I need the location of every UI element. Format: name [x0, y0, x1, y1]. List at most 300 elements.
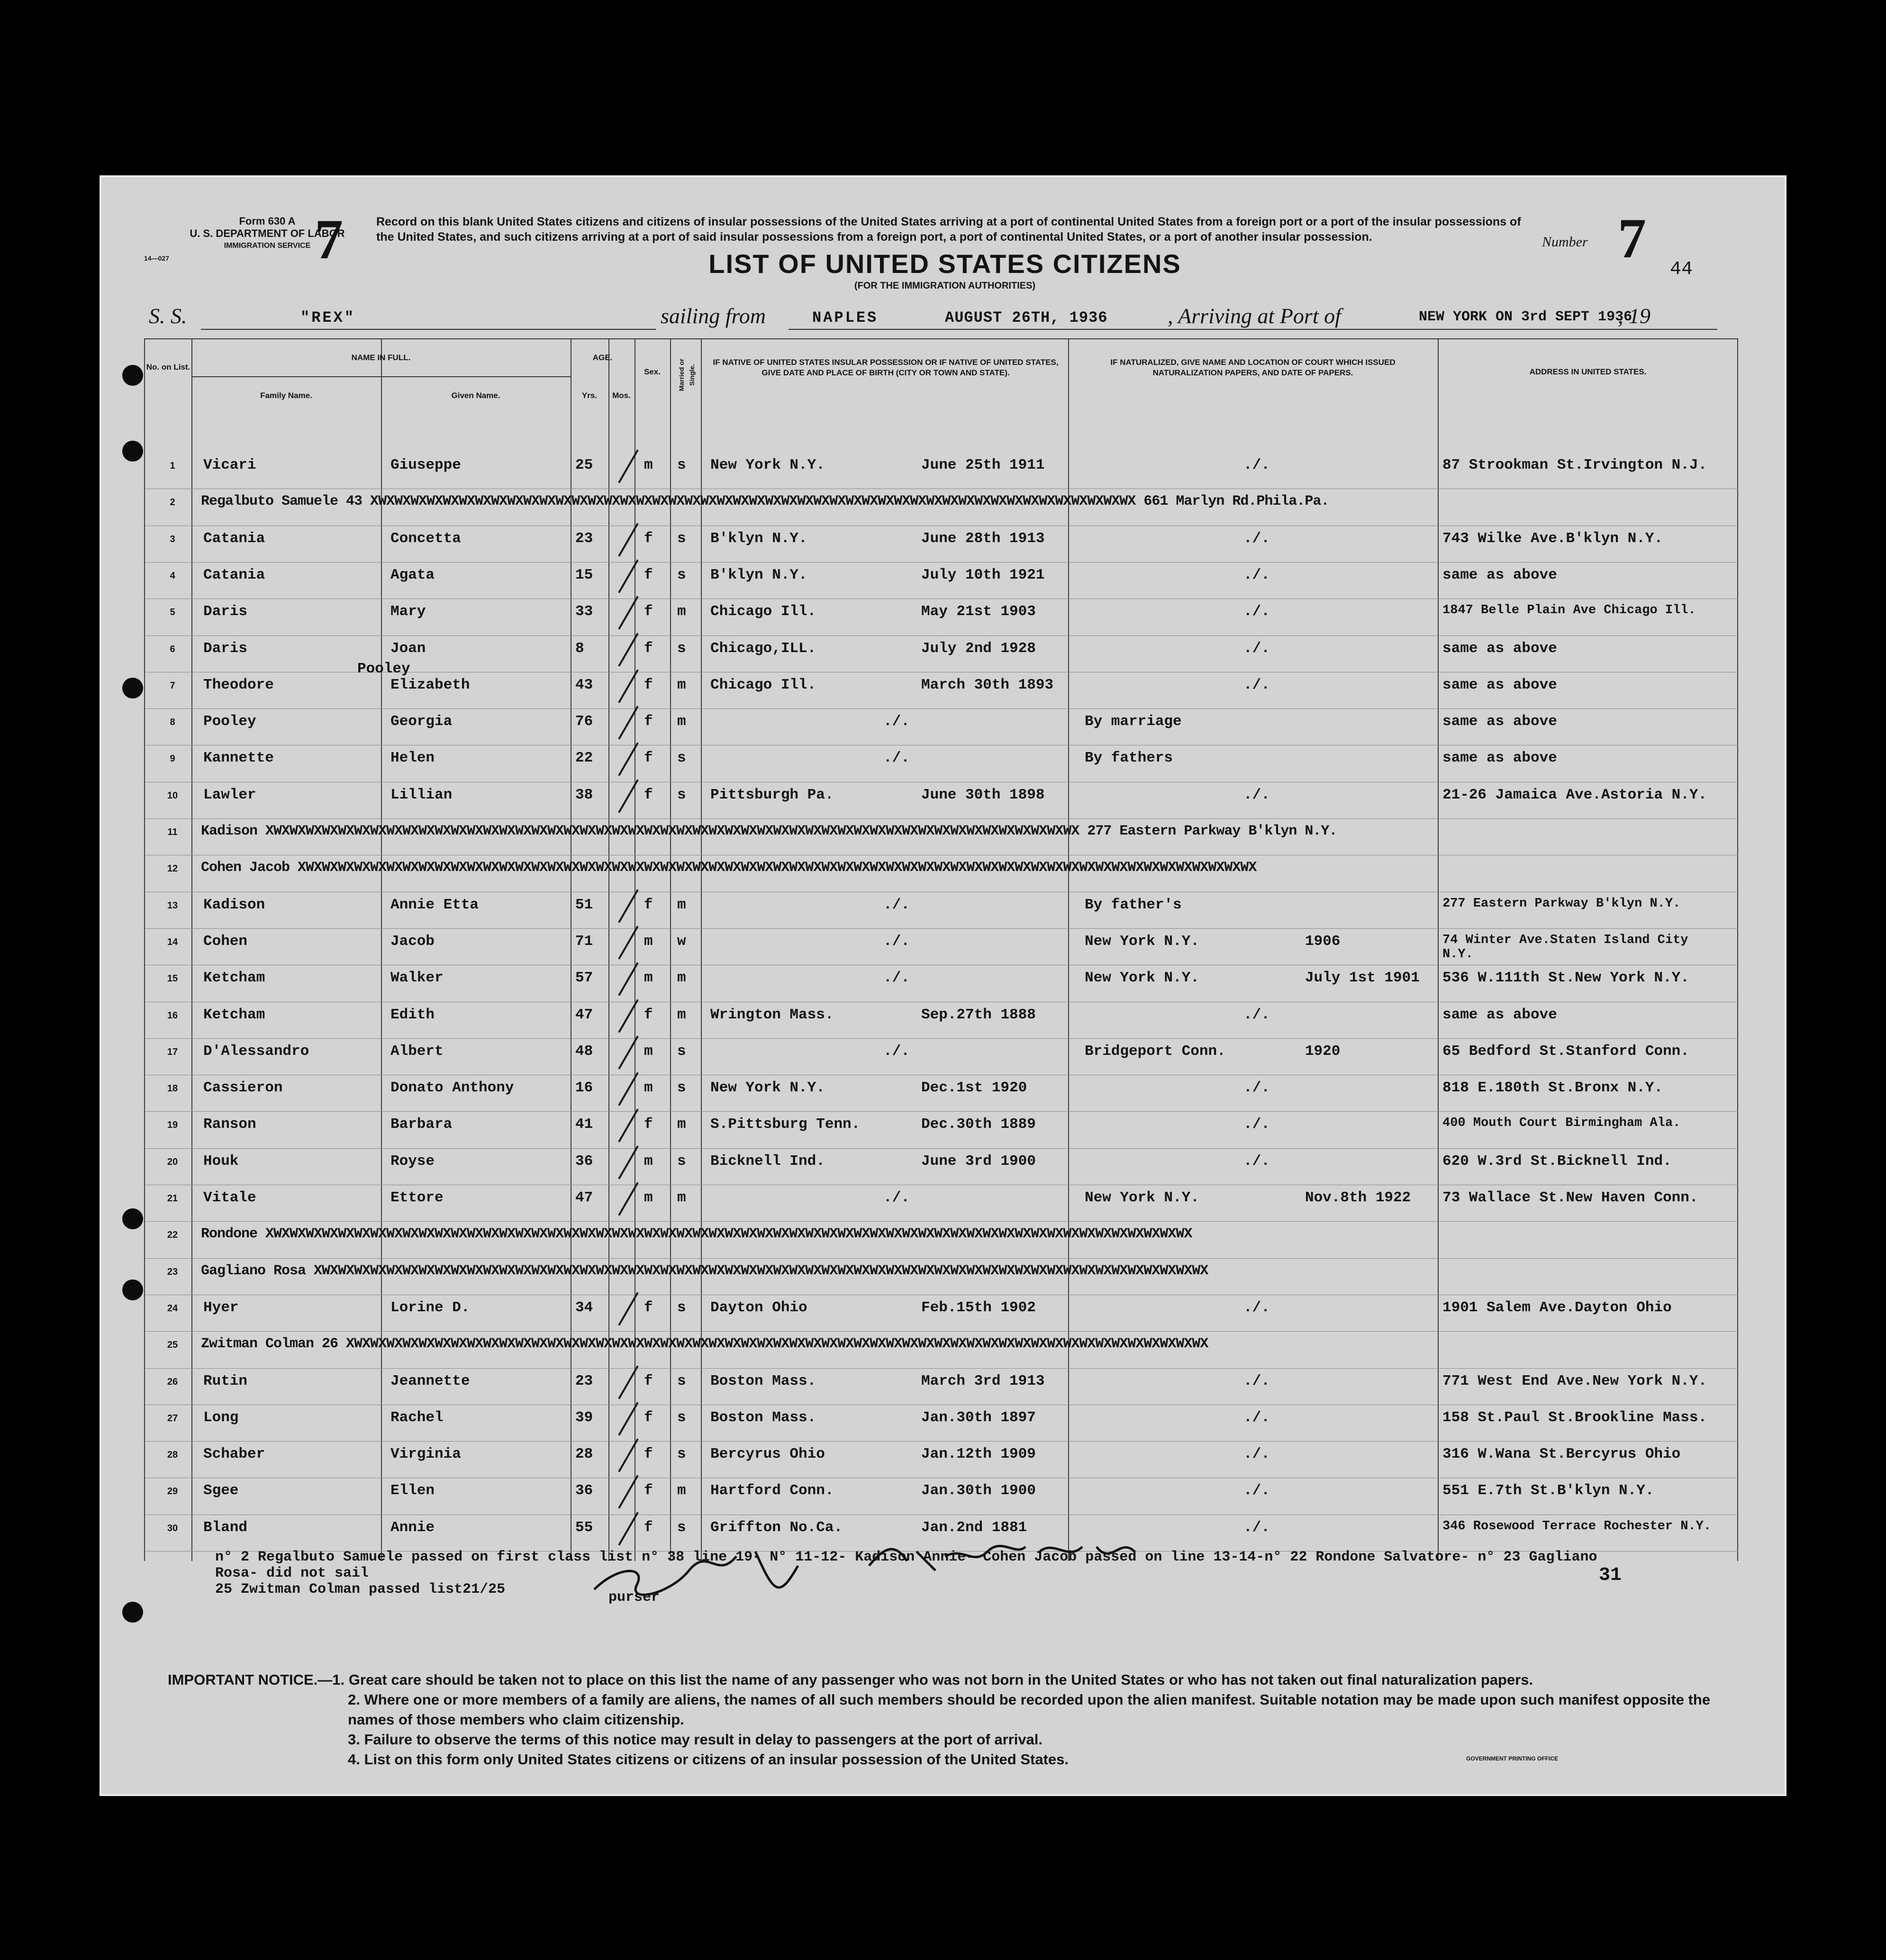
sex: f	[644, 786, 653, 803]
naturalization-court: By marriage	[1085, 713, 1182, 730]
address: same as above	[1442, 640, 1557, 657]
marital-status: s	[677, 1372, 686, 1389]
family-name: Rutin	[203, 1372, 248, 1389]
column-rule	[701, 338, 702, 1561]
sex: f	[644, 896, 653, 913]
page-number: 44	[1670, 259, 1693, 280]
marital-status: s	[677, 530, 686, 547]
row-number: 26	[167, 1376, 178, 1387]
birth-place: Boston Mass.	[710, 1372, 816, 1389]
address: same as above	[1442, 676, 1557, 693]
family-name: Catania	[203, 530, 265, 547]
marital-status: m	[677, 1116, 686, 1133]
header-married-single: Married or Single.	[678, 358, 696, 391]
column-rule	[1438, 338, 1439, 1561]
sex: m	[644, 933, 653, 950]
marital-status: m	[677, 713, 686, 730]
family-name: Ranson	[203, 1116, 256, 1133]
family-name: Vicari	[203, 457, 256, 473]
family-name: Sgee	[203, 1482, 239, 1499]
address: 620 W.3rd St.Bicknell Ind.	[1442, 1152, 1672, 1170]
address: 74 Winter Ave.Staten Island City	[1442, 933, 1688, 947]
row-rule	[145, 1221, 1738, 1222]
naturalization-court: By father's	[1085, 896, 1182, 913]
row-number: 4	[170, 570, 175, 581]
family-name: Cohen	[203, 933, 248, 950]
row-rule	[145, 1331, 1738, 1332]
punch-hole	[122, 1602, 143, 1623]
sex: f	[644, 1482, 653, 1499]
ship-fill-line	[201, 329, 656, 330]
marital-status: s	[677, 1409, 686, 1426]
birth-place: Boston Mass.	[710, 1409, 816, 1426]
address: 21-26 Jamaica Ave.Astoria N.Y.	[1442, 786, 1707, 803]
marital-status: m	[677, 676, 686, 693]
address: 346 Rosewood Terrace Rochester N.Y.	[1442, 1519, 1712, 1534]
row-number: 20	[167, 1156, 178, 1167]
family-name: Kadison	[203, 896, 265, 913]
row-number: 11	[167, 827, 178, 837]
age-years: 16	[575, 1080, 593, 1097]
given-name: Agata	[390, 566, 435, 583]
row-number: 7	[170, 680, 175, 691]
notice-item-3: 3. Failure to observe the terms of this notice may result in delay to passengers at the port of arrival.	[348, 1731, 1043, 1748]
birth-date: July 2nd 1928	[921, 640, 1036, 657]
crossed-out-row: Regalbuto Samuele 43 XWXWXWXWXWXWXWXWXWXWXWXWXWXWXWXWXWXWXWXWXWXWXWXWXWXWXWXWXWXWXWXWXWXWXWXWXWXWXWXWXWXWXWXWXWXWXWX 661 Marlyn Rd.Phila.Pa.	[201, 493, 1329, 510]
given-name: Jacob	[390, 933, 435, 950]
row-number: 18	[167, 1083, 178, 1094]
crossed-out-row: Gagliano Rosa XWXWXWXWXWXWXWXWXWXWXWXWXWXWXWXWXWXWXWXWXWXWXWXWXWXWXWXWXWXWXWXWXWXWXWXWXWXWXWXWXWXWXWXWXWXWXWXWXWXWXWXWXWXWXWX	[201, 1262, 1208, 1279]
sex: f	[644, 1372, 653, 1389]
header-rule	[191, 376, 571, 377]
sex: f	[644, 1519, 653, 1536]
marital-status: s	[677, 640, 686, 657]
address: 1847 Belle Plain Ave Chicago Ill.	[1442, 603, 1696, 618]
naturalization-court: New York N.Y.	[1085, 933, 1199, 950]
birth-date: July 10th 1921	[921, 566, 1045, 583]
family-name: Cassieron	[203, 1080, 283, 1097]
marital-status: m	[677, 970, 686, 987]
birth-ditto: ./.	[883, 1043, 910, 1060]
row-rule	[145, 562, 1738, 563]
sex: m	[644, 457, 653, 473]
address: 536 W.111th St.New York N.Y.	[1442, 970, 1689, 987]
form-instructions: Record on this blank United States citizens and citizens of insular possessions of the United States arriving at a port of continental United States from a foreign port or a port of the insular possessions of the United States, and such citizens arriving at a port of said insular possessions from a foreign port, a port of continental United States, or a port of another insular possession.	[376, 215, 1521, 244]
given-name: Mary	[390, 603, 426, 620]
family-name: Hyer	[203, 1299, 239, 1316]
birth-date: June 3rd 1900	[921, 1152, 1036, 1170]
punch-hole	[122, 678, 143, 699]
age-years: 33	[575, 603, 593, 620]
address: 65 Bedford St.Stanford Conn.	[1442, 1043, 1689, 1060]
number-value: 7	[1618, 207, 1646, 270]
marital-status: s	[677, 1519, 686, 1536]
marginal-code: 14—027	[144, 254, 169, 262]
row-number: 17	[167, 1046, 178, 1057]
naturalization-date: Nov.8th 1922	[1305, 1189, 1411, 1206]
naturalization-ditto: ./.	[1243, 566, 1270, 583]
header-mos: Mos.	[612, 391, 631, 400]
purser-label: purser	[608, 1589, 660, 1606]
birth-date: Feb.15th 1902	[921, 1299, 1036, 1316]
naturalization-ditto: ./.	[1243, 1409, 1270, 1426]
marital-status: m	[677, 1006, 686, 1023]
naturalization-ditto: ./.	[1243, 530, 1270, 547]
manifest-sheet	[100, 175, 1786, 1796]
birth-ditto: ./.	[883, 896, 910, 913]
form-subtitle: (FOR THE IMMIGRATION AUTHORITIES)	[854, 281, 1036, 291]
birth-date: Jan.2nd 1881	[921, 1519, 1027, 1536]
naturalization-ditto: ./.	[1243, 1372, 1270, 1389]
age-years: 36	[575, 1482, 593, 1499]
row-number: 15	[167, 973, 178, 984]
age-years: 55	[575, 1519, 593, 1536]
address: 277 Eastern Parkway B'klyn N.Y.	[1442, 896, 1681, 911]
header-age: AGE.	[592, 353, 613, 362]
row-number: 9	[170, 753, 175, 764]
address: 771 West End Ave.New York N.Y.	[1442, 1372, 1707, 1389]
age-years: 51	[575, 896, 593, 913]
notice-item-1: 1. Great care should be taken not to place on this list the name of any passenger who was not born in the United States or who has not taken out final naturalization papers.	[332, 1671, 1533, 1688]
birth-place: New York N.Y.	[710, 1080, 825, 1097]
given-name: Barbara	[390, 1116, 453, 1133]
marital-status: m	[677, 1189, 686, 1206]
crossed-out-row: Zwitman Colman 26 XWXWXWXWXWXWXWXWXWXWXWXWXWXWXWXWXWXWXWXWXWXWXWXWXWXWXWXWXWXWXWXWXWXWXWXWXWXWXWXWXWXWXWXWXWXWXWXWXWXWXWXWXWX	[201, 1336, 1208, 1352]
age-years: 15	[575, 566, 593, 583]
family-name: Schaber	[203, 1446, 265, 1463]
birth-place: Hartford Conn.	[710, 1482, 834, 1499]
age-years: 57	[575, 970, 593, 987]
row-rule	[145, 1111, 1738, 1112]
row-number: 3	[170, 534, 175, 544]
given-name: Virginia	[390, 1446, 461, 1463]
birth-date: June 28th 1913	[921, 530, 1045, 547]
age-years: 76	[575, 713, 593, 730]
column-rule	[670, 338, 671, 1561]
naturalization-ditto: ./.	[1243, 786, 1270, 803]
naturalization-court: New York N.Y.	[1085, 1189, 1199, 1206]
column-rule	[191, 338, 192, 1561]
given-name: Royse	[390, 1152, 435, 1170]
given-name: Helen	[390, 750, 435, 767]
punch-hole	[122, 1279, 143, 1300]
naturalization-ditto: ./.	[1243, 1006, 1270, 1023]
naturalization-date: 1920	[1305, 1043, 1341, 1060]
sex: f	[644, 566, 653, 583]
printer-line: GOVERNMENT PRINTING OFFICE	[1466, 1755, 1559, 1762]
birth-place: Chicago Ill.	[710, 676, 816, 693]
marital-status: s	[677, 566, 686, 583]
number-label: Number	[1542, 234, 1588, 250]
row-rule	[145, 818, 1738, 819]
family-name: Daris	[203, 603, 248, 620]
birth-ditto: ./.	[883, 1189, 910, 1206]
handwritten-list-number: 7	[315, 208, 343, 271]
sex: m	[644, 1043, 653, 1060]
page-31: 31	[1599, 1565, 1622, 1586]
row-number: 8	[170, 717, 175, 728]
given-name: Edith	[390, 1006, 435, 1023]
family-name-correction: Pooley	[357, 660, 410, 677]
birth-place: Bicknell Ind.	[710, 1152, 825, 1170]
marital-status: s	[677, 1446, 686, 1463]
header-no: No. on List.	[146, 363, 190, 372]
given-name: Donato Anthony	[390, 1080, 514, 1097]
given-name: Giuseppe	[390, 457, 461, 473]
sex: f	[644, 676, 653, 693]
notice-item-2: 2. Where one or more members of a family are aliens, the names of all such members should be recorded upon the alien manifest. Suitable notation may be made upon such manifest opposite the names of those members who claim citizenship.	[348, 1691, 1711, 1728]
family-name: Pooley	[203, 713, 256, 730]
sex: m	[644, 970, 653, 987]
naturalization-court: New York N.Y.	[1085, 970, 1199, 987]
row-number: 23	[167, 1266, 178, 1277]
ship-name: "REX"	[300, 309, 356, 327]
naturalization-date: 1906	[1305, 933, 1341, 950]
given-name: Ellen	[390, 1482, 435, 1499]
footnote-line-3: 25 Zwitman Colman passed list21/25	[215, 1581, 506, 1597]
marital-status: s	[677, 1080, 686, 1097]
naturalization-ditto: ./.	[1243, 603, 1270, 620]
given-name: Annie	[390, 1519, 435, 1536]
header-yrs: Yrs.	[581, 391, 598, 400]
family-name: D'Alessandro	[203, 1043, 309, 1060]
address: same as above	[1442, 750, 1557, 767]
naturalization-ditto: ./.	[1243, 1446, 1270, 1463]
naturalization-ditto: ./.	[1243, 1116, 1270, 1133]
sex: m	[644, 1189, 653, 1206]
given-name: Albert	[390, 1043, 444, 1060]
header-sex: Sex.	[644, 367, 661, 376]
row-number: 1	[170, 461, 175, 471]
given-name: Annie Etta	[390, 896, 479, 913]
age-years: 41	[575, 1116, 593, 1133]
marital-status: m	[677, 896, 686, 913]
given-name: Walker	[390, 970, 444, 987]
notice-heading: IMPORTANT NOTICE.—	[168, 1671, 333, 1688]
address: 87 Strookman St.Irvington N.J.	[1442, 457, 1707, 473]
service-name: IMMIGRATION SERVICE	[224, 242, 311, 250]
row-number: 14	[167, 936, 178, 947]
birth-date: Jan.30th 1900	[921, 1482, 1036, 1499]
header-naturalized: IF NATURALIZED, GIVE NAME AND LOCATION OF COURT WHICH ISSUED NATURALIZATION PAPERS, AND DATE OF PAPERS.	[1110, 358, 1396, 377]
birth-date: Sep.27th 1888	[921, 1006, 1036, 1023]
naturalization-ditto: ./.	[1243, 1482, 1270, 1499]
age-years: 23	[575, 530, 593, 547]
address: 158 St.Paul St.Brookline Mass.	[1442, 1409, 1707, 1426]
address: 400 Mouth Court Birmingham Ala.	[1442, 1116, 1681, 1131]
birth-place: B'klyn N.Y.	[710, 566, 807, 583]
given-name: Ettore	[390, 1189, 444, 1206]
crossed-out-row: Cohen Jacob XWXWXWXWXWXWXWXWXWXWXWXWXWXWXWXWXWXWXWXWXWXWXWXWXWXWXWXWXWXWXWXWXWXWXWXWXWXWXWXWXWXWXWXWXWXWXWXWXWXWXWXWXWXWXWXWXWXWXWX	[201, 860, 1257, 876]
sex: f	[644, 1299, 653, 1316]
birth-place: Bercyrus Ohio	[710, 1446, 825, 1463]
family-name: Long	[203, 1409, 239, 1426]
row-rule	[145, 1441, 1738, 1442]
sex: f	[644, 603, 653, 620]
family-name: Lawler	[203, 786, 256, 803]
birth-date: Dec.1st 1920	[921, 1080, 1027, 1097]
birth-place: New York N.Y.	[710, 457, 825, 473]
row-rule	[145, 928, 1738, 929]
given-name: Lorine D.	[390, 1299, 470, 1316]
row-number: 29	[167, 1486, 178, 1497]
arriving-label: , Arriving at Port of	[1168, 304, 1341, 328]
birth-place: Chicago,ILL.	[710, 640, 816, 657]
row-number: 2	[170, 497, 175, 508]
row-number: 22	[167, 1230, 178, 1241]
birth-ditto: ./.	[883, 970, 910, 987]
birth-date: June 30th 1898	[921, 786, 1045, 803]
arrival-info: NEW YORK ON 3rd SEPT 1936	[1419, 309, 1632, 325]
row-rule	[145, 708, 1738, 709]
column-rule	[381, 338, 382, 1561]
sex: f	[644, 1409, 653, 1426]
row-number: 10	[167, 790, 178, 801]
arrival-fill-line	[1419, 329, 1717, 330]
row-rule	[145, 1148, 1738, 1149]
age-years: 47	[575, 1189, 593, 1206]
sex: f	[644, 1006, 653, 1023]
age-years: 22	[575, 750, 593, 767]
row-number: 30	[167, 1523, 178, 1534]
naturalization-date: July 1st 1901	[1305, 970, 1420, 987]
crossed-out-row: Rondone XWXWXWXWXWXWXWXWXWXWXWXWXWXWXWXWXWXWXWXWXWXWXWXWXWXWXWXWXWXWXWXWXWXWXWXWXWXWXWXWXWXWXWXWXWXWXWXWXWXWXWXWXWXWXWXWXWX	[201, 1226, 1192, 1243]
given-name: Jeannette	[390, 1372, 470, 1389]
given-name: Concetta	[390, 530, 461, 547]
birth-place: Chicago Ill.	[710, 603, 816, 620]
age-years: 8	[575, 640, 584, 657]
given-name: Joan	[390, 640, 426, 657]
age-years: 39	[575, 1409, 593, 1426]
family-name: Houk	[203, 1152, 239, 1170]
punch-hole	[122, 1208, 143, 1229]
family-name: Kannette	[203, 750, 274, 767]
form-title: LIST OF UNITED STATES CITIZENS	[708, 249, 1181, 279]
column-rule	[1068, 338, 1069, 1561]
family-name: Vitale	[203, 1189, 256, 1206]
form-number: Form 630 A	[239, 215, 296, 227]
birth-date: June 25th 1911	[921, 457, 1045, 473]
birth-ditto: ./.	[883, 750, 910, 767]
row-number: 19	[167, 1120, 178, 1131]
row-number: 21	[167, 1193, 178, 1204]
age-years: 25	[575, 457, 593, 473]
age-years: 47	[575, 1006, 593, 1023]
naturalization-ditto: ./.	[1243, 1152, 1270, 1170]
family-name: Ketcham	[203, 970, 265, 987]
given-name: Elizabeth	[390, 676, 470, 693]
sex: m	[644, 1152, 653, 1170]
marital-status: s	[677, 1152, 686, 1170]
row-number: 16	[167, 1010, 178, 1021]
address-continued: N.Y.	[1442, 947, 1473, 962]
port-fill-line	[789, 329, 1419, 330]
age-years: 28	[575, 1446, 593, 1463]
row-rule	[145, 635, 1738, 636]
header-address: ADDRESS IN UNITED STATES.	[1529, 367, 1647, 376]
birth-place: Griffton No.Ca.	[710, 1519, 843, 1536]
column-rule	[608, 338, 609, 1561]
row-number: 5	[170, 607, 175, 618]
age-years: 36	[575, 1152, 593, 1170]
punch-hole	[122, 441, 143, 462]
sex: f	[644, 1446, 653, 1463]
given-name: Rachel	[390, 1409, 444, 1426]
family-name: Theodore	[203, 676, 274, 693]
marital-status: w	[677, 933, 686, 950]
header-family-name: Family Name.	[260, 391, 312, 400]
marital-status: s	[677, 1043, 686, 1060]
department-name: U. S. DEPARTMENT OF LABOR	[190, 227, 345, 239]
marital-status: m	[677, 1482, 686, 1499]
crossed-out-row: Kadison XWXWXWXWXWXWXWXWXWXWXWXWXWXWXWXWXWXWXWXWXWXWXWXWXWXWXWXWXWXWXWXWXWXWXWXWXWXWXWXWXWXWXWXWXWXWXWXWXWXWX 277 Eastern Parkway B'klyn N.Y.	[201, 823, 1337, 839]
birth-date: March 3rd 1913	[921, 1372, 1045, 1389]
departure-port: NAPLES	[812, 309, 879, 327]
marital-status: s	[677, 750, 686, 767]
birth-date: May 21st 1903	[921, 603, 1036, 620]
sex: f	[644, 750, 653, 767]
row-rule	[145, 1258, 1738, 1259]
address: 743 Wilke Ave.B'klyn N.Y.	[1442, 530, 1663, 547]
age-years: 43	[575, 676, 593, 693]
row-rule	[145, 1368, 1738, 1369]
birth-place: Wrington Mass.	[710, 1006, 834, 1023]
given-name: Lillian	[390, 786, 453, 803]
header-given-name: Given Name.	[451, 391, 500, 400]
address: 316 W.Wana St.Bercyrus Ohio	[1442, 1446, 1681, 1463]
sex: f	[644, 713, 653, 730]
row-number: 6	[170, 644, 175, 654]
marital-status: s	[677, 786, 686, 803]
family-name: Bland	[203, 1519, 248, 1536]
row-number: 13	[167, 900, 178, 911]
birth-date: March 30th 1893	[921, 676, 1054, 693]
family-name: Ketcham	[203, 1006, 265, 1023]
footnote-line-1: n° 2 Regalbuto Samuele passed on first class list n° 38 line 19- N° 11-12- Kadison Annie- Cohen Jacob passed on line 13-14-n° 22 Rondone Salvatore- n° 23 Gagliano	[215, 1549, 1597, 1565]
sex: f	[644, 530, 653, 547]
row-number: 28	[167, 1450, 178, 1461]
birth-place: B'klyn N.Y.	[710, 530, 807, 547]
age-years: 48	[575, 1043, 593, 1060]
row-rule	[145, 1038, 1738, 1039]
address: same as above	[1442, 566, 1557, 583]
birth-date: Jan.30th 1897	[921, 1409, 1036, 1426]
naturalization-ditto: ./.	[1243, 1299, 1270, 1316]
age-years: 34	[575, 1299, 593, 1316]
age-years: 38	[575, 786, 593, 803]
naturalization-ditto: ./.	[1243, 640, 1270, 657]
sex: f	[644, 1116, 653, 1133]
footnote-line-2: Rosa- did not sail	[215, 1565, 369, 1581]
naturalization-ditto: ./.	[1243, 1080, 1270, 1097]
row-number: 25	[167, 1340, 178, 1351]
naturalization-court: Bridgeport Conn.	[1085, 1043, 1226, 1060]
family-name: Catania	[203, 566, 265, 583]
address: same as above	[1442, 713, 1557, 730]
notice-item-4: 4. List on this form only United States citizens or citizens of an insular possession of the United States.	[348, 1751, 1069, 1768]
address: 73 Wallace St.New Haven Conn.	[1442, 1189, 1698, 1206]
birth-place: Dayton Ohio	[710, 1299, 807, 1316]
naturalization-court: By fathers	[1085, 750, 1173, 767]
birth-ditto: ./.	[883, 713, 910, 730]
sex: m	[644, 1080, 653, 1097]
row-number: 12	[167, 863, 178, 874]
address: 551 E.7th St.B'klyn N.Y.	[1442, 1482, 1654, 1499]
age-years: 23	[575, 1372, 593, 1389]
header-name-in-full: NAME IN FULL.	[351, 353, 411, 362]
marital-status: s	[677, 1299, 686, 1316]
row-number: 24	[167, 1303, 178, 1314]
